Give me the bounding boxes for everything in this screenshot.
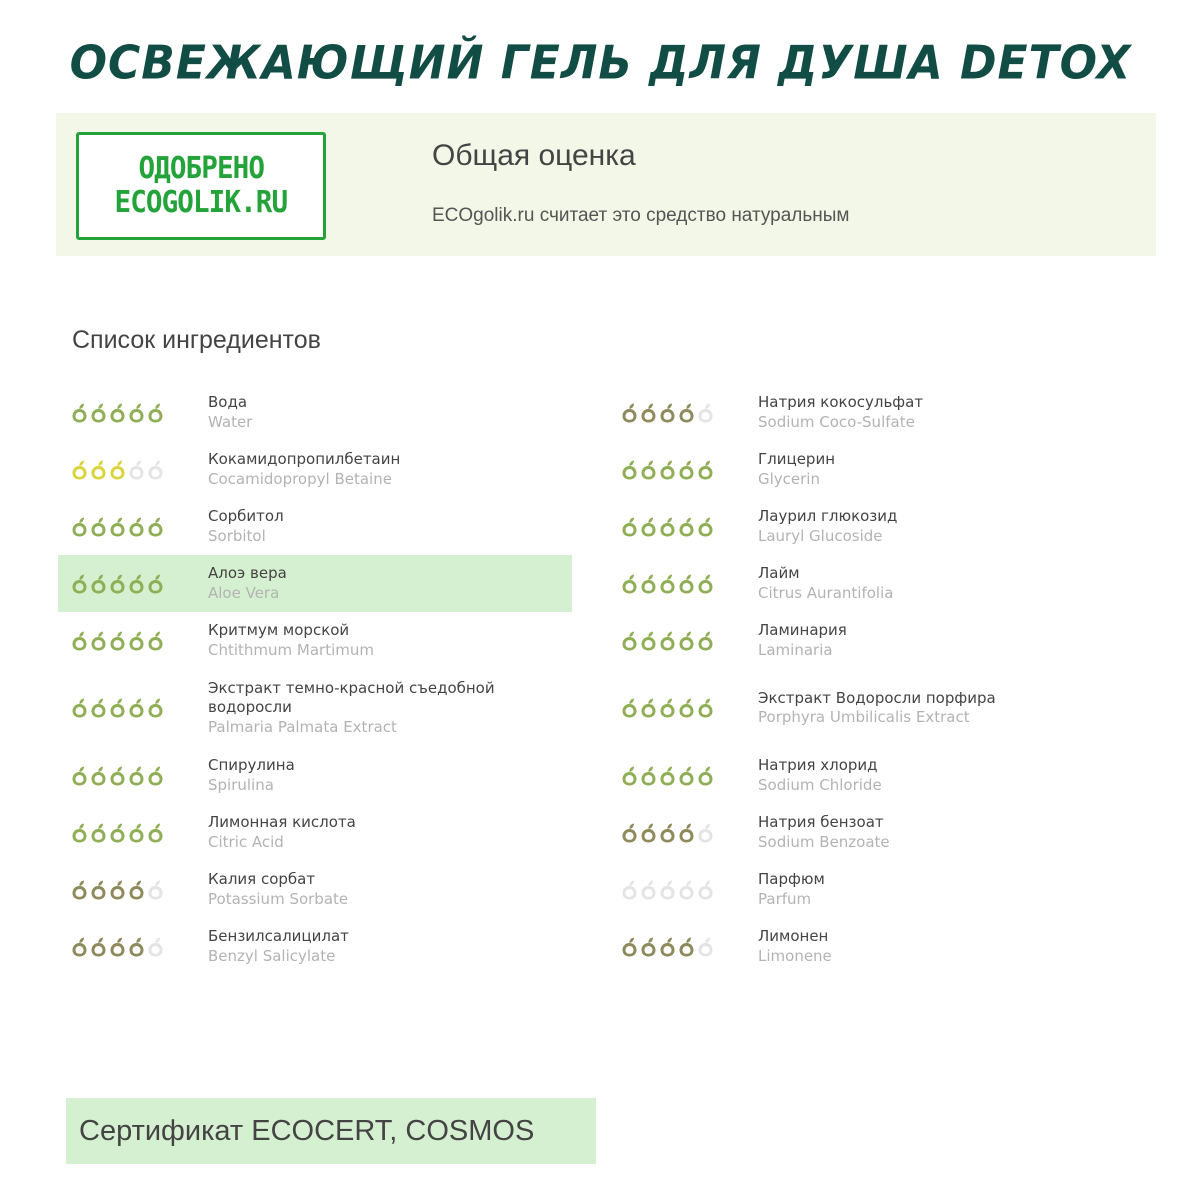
ingredient-row[interactable] bbox=[58, 861, 572, 918]
ingredient-row[interactable] bbox=[608, 612, 1128, 669]
olive-drop-icon bbox=[70, 698, 89, 718]
olive-drop-icon bbox=[127, 574, 146, 594]
ingredient-name-inci: Cocamidopropyl Betaine bbox=[208, 469, 392, 488]
ingredient-name-inci: Palmaria Palmata Extract bbox=[208, 717, 397, 736]
ingredient-rating bbox=[620, 574, 715, 594]
ingredient-names bbox=[208, 813, 356, 852]
olive-drop-icon bbox=[677, 937, 696, 957]
olive-drop-icon bbox=[146, 698, 165, 718]
ingredient-rating bbox=[620, 937, 715, 957]
ingredient-row[interactable] bbox=[608, 384, 1128, 441]
ingredient-row[interactable] bbox=[58, 498, 572, 555]
ingredient-name-ru: Экстракт Водоросли порфира bbox=[758, 688, 996, 707]
olive-drop-icon bbox=[108, 880, 127, 900]
olive-drop-icon bbox=[696, 937, 715, 957]
olive-drop-icon bbox=[89, 698, 108, 718]
ingredient-name-inci: Sodium Coco-Sulfate bbox=[758, 412, 915, 431]
ingredient-row[interactable] bbox=[58, 612, 572, 669]
olive-drop-icon bbox=[620, 460, 639, 480]
ingredient-name-ru: Натрия бензоат bbox=[758, 813, 884, 831]
olive-drop-icon bbox=[146, 823, 165, 843]
olive-drop-icon bbox=[127, 823, 146, 843]
ingredient-row[interactable] bbox=[608, 804, 1128, 861]
ingredient-names bbox=[208, 927, 349, 966]
ingredient-rating bbox=[620, 880, 715, 900]
olive-drop-icon bbox=[620, 823, 639, 843]
ingredient-rating bbox=[70, 631, 165, 651]
ingredient-name-inci: Spirulina bbox=[208, 775, 274, 794]
olive-drop-icon bbox=[127, 460, 146, 480]
ingredient-row[interactable] bbox=[58, 555, 572, 612]
olive-drop-icon bbox=[658, 698, 677, 718]
olive-drop-icon bbox=[696, 766, 715, 786]
olive-drop-icon bbox=[639, 517, 658, 537]
ingredient-name-ru: Лимонен bbox=[758, 927, 829, 945]
ingredient-name-inci: Glycerin bbox=[758, 469, 820, 488]
approved-stamp bbox=[76, 132, 326, 240]
ingredient-name-inci: Sorbitol bbox=[208, 526, 266, 545]
olive-drop-icon bbox=[677, 631, 696, 651]
ingredient-rating bbox=[620, 460, 715, 480]
ingredient-name-ru: Натрия кокосульфат bbox=[758, 393, 924, 411]
ingredient-row[interactable] bbox=[58, 669, 572, 747]
ingredient-name-inci: Laminaria bbox=[758, 640, 833, 659]
ingredient-names bbox=[208, 564, 287, 603]
ingredient-names bbox=[208, 450, 400, 489]
olive-drop-icon bbox=[639, 460, 658, 480]
ingredients-heading: Список ингредиентов bbox=[72, 326, 321, 354]
stamp-line-2: ECOGOLIK.RU bbox=[114, 185, 288, 220]
olive-drop-icon bbox=[639, 574, 658, 594]
olive-drop-icon bbox=[639, 937, 658, 957]
ingredient-rating bbox=[70, 460, 165, 480]
ingredient-rating bbox=[70, 880, 165, 900]
ingredient-name-ru: Экстракт темно-красной съедобной водоросли bbox=[208, 678, 495, 717]
page-title: ОСВЕЖАЮЩИЙ ГЕЛЬ ДЛЯ ДУША DETOX bbox=[69, 36, 1132, 91]
olive-drop-icon bbox=[108, 766, 127, 786]
ingredient-name-ru: Лимонная кислота bbox=[208, 813, 356, 831]
ingredient-names bbox=[758, 507, 897, 546]
olive-drop-icon bbox=[146, 937, 165, 957]
ingredient-name-inci: Water bbox=[208, 412, 253, 431]
olive-drop-icon bbox=[70, 766, 89, 786]
olive-drop-icon bbox=[146, 403, 165, 423]
olive-drop-icon bbox=[658, 766, 677, 786]
olive-drop-icon bbox=[89, 403, 108, 423]
ingredient-names bbox=[208, 393, 252, 432]
olive-drop-icon bbox=[639, 403, 658, 423]
olive-drop-icon bbox=[677, 574, 696, 594]
olive-drop-icon bbox=[70, 823, 89, 843]
olive-drop-icon bbox=[108, 937, 127, 957]
overall-rating-panel bbox=[56, 113, 1156, 256]
olive-drop-icon bbox=[70, 403, 89, 423]
ingredients-column-left bbox=[58, 384, 572, 975]
ingredient-rating bbox=[70, 517, 165, 537]
olive-drop-icon bbox=[620, 880, 639, 900]
ingredient-row[interactable] bbox=[58, 804, 572, 861]
olive-drop-icon bbox=[677, 517, 696, 537]
ingredient-names bbox=[758, 927, 832, 966]
ingredient-name-inci: Sodium Benzoate bbox=[758, 832, 890, 851]
ingredient-name-inci: Sodium Chloride bbox=[758, 775, 882, 794]
olive-drop-icon bbox=[127, 766, 146, 786]
olive-drop-icon bbox=[658, 631, 677, 651]
olive-drop-icon bbox=[620, 631, 639, 651]
olive-drop-icon bbox=[620, 937, 639, 957]
olive-drop-icon bbox=[89, 460, 108, 480]
ingredient-rating bbox=[70, 823, 165, 843]
ingredient-row[interactable] bbox=[608, 555, 1128, 612]
ingredient-name-inci: Citric Acid bbox=[208, 832, 284, 851]
olive-drop-icon bbox=[696, 460, 715, 480]
ingredient-names bbox=[208, 679, 548, 738]
ingredient-rating bbox=[620, 823, 715, 843]
olive-drop-icon bbox=[89, 766, 108, 786]
ingredient-rating bbox=[620, 403, 715, 423]
olive-drop-icon bbox=[127, 937, 146, 957]
rating-verdict: ECOgolik.ru считает это средство натуральным bbox=[432, 205, 850, 226]
ingredient-name-ru: Лайм bbox=[758, 564, 800, 582]
olive-drop-icon bbox=[677, 766, 696, 786]
ingredient-row[interactable] bbox=[58, 384, 572, 441]
ingredient-names bbox=[208, 621, 374, 660]
ingredient-name-inci: Porphyra Umbilicalis Extract bbox=[758, 708, 970, 726]
olive-drop-icon bbox=[89, 823, 108, 843]
ingredient-name-ru: Калия сорбат bbox=[208, 870, 316, 888]
ingredient-name-ru: Натрия хлорид bbox=[758, 756, 878, 774]
ingredients-column-right bbox=[608, 384, 1128, 975]
olive-drop-icon bbox=[70, 631, 89, 651]
olive-drop-icon bbox=[146, 766, 165, 786]
olive-drop-icon bbox=[658, 574, 677, 594]
olive-drop-icon bbox=[677, 698, 696, 718]
ingredient-name-ru: Кокамидопропилбетаин bbox=[208, 450, 401, 468]
ingredient-names bbox=[758, 689, 1098, 728]
ingredient-row[interactable] bbox=[58, 918, 572, 975]
olive-drop-icon bbox=[639, 823, 658, 843]
olive-drop-icon bbox=[620, 403, 639, 423]
ingredient-row[interactable] bbox=[608, 498, 1128, 555]
olive-drop-icon bbox=[639, 698, 658, 718]
olive-drop-icon bbox=[146, 460, 165, 480]
olive-drop-icon bbox=[127, 880, 146, 900]
olive-drop-icon bbox=[70, 574, 89, 594]
olive-drop-icon bbox=[127, 698, 146, 718]
olive-drop-icon bbox=[696, 517, 715, 537]
olive-drop-icon bbox=[70, 937, 89, 957]
olive-drop-icon bbox=[639, 880, 658, 900]
olive-drop-icon bbox=[108, 460, 127, 480]
olive-drop-icon bbox=[620, 766, 639, 786]
olive-drop-icon bbox=[89, 880, 108, 900]
ingredient-row[interactable] bbox=[608, 861, 1128, 918]
ingredient-rating bbox=[70, 937, 165, 957]
olive-drop-icon bbox=[70, 517, 89, 537]
olive-drop-icon bbox=[658, 937, 677, 957]
ingredient-rating bbox=[620, 698, 715, 718]
ingredient-names bbox=[758, 813, 890, 852]
olive-drop-icon bbox=[620, 574, 639, 594]
ingredient-name-ru: Спирулина bbox=[208, 756, 295, 774]
ingredient-name-ru: Ламинария bbox=[758, 621, 847, 639]
ingredient-name-inci: Citrus Aurantifolia bbox=[758, 583, 894, 602]
ingredient-rating bbox=[620, 631, 715, 651]
ingredient-names bbox=[758, 621, 847, 660]
olive-drop-icon bbox=[146, 574, 165, 594]
olive-drop-icon bbox=[108, 823, 127, 843]
olive-drop-icon bbox=[108, 698, 127, 718]
olive-drop-icon bbox=[677, 460, 696, 480]
olive-drop-icon bbox=[127, 517, 146, 537]
ingredient-names bbox=[758, 393, 923, 432]
ingredient-names bbox=[758, 564, 893, 603]
olive-drop-icon bbox=[70, 880, 89, 900]
ingredient-name-ru: Критмум морской bbox=[208, 621, 350, 639]
ingredient-name-inci: Potassium Sorbate bbox=[208, 889, 349, 908]
ingredient-row[interactable] bbox=[608, 669, 1128, 747]
certificate-badge: Сертификат ECOCERT, COSMOS bbox=[66, 1098, 596, 1164]
olive-drop-icon bbox=[89, 631, 108, 651]
stamp-line-1: ОДОБРЕНО bbox=[138, 151, 264, 186]
olive-drop-icon bbox=[108, 574, 127, 594]
olive-drop-icon bbox=[677, 880, 696, 900]
ingredient-name-ru: Сорбитол bbox=[208, 507, 284, 525]
olive-drop-icon bbox=[696, 403, 715, 423]
olive-drop-icon bbox=[639, 766, 658, 786]
olive-drop-icon bbox=[146, 631, 165, 651]
olive-drop-icon bbox=[658, 517, 677, 537]
ingredient-rating bbox=[70, 698, 165, 718]
ingredient-name-ru: Глицерин bbox=[758, 450, 835, 468]
ingredient-name-ru: Алоэ вера bbox=[208, 564, 287, 582]
olive-drop-icon bbox=[89, 937, 108, 957]
ingredient-names bbox=[208, 870, 348, 909]
ingredient-rating bbox=[70, 403, 165, 423]
olive-drop-icon bbox=[639, 631, 658, 651]
olive-drop-icon bbox=[696, 631, 715, 651]
olive-drop-icon bbox=[696, 698, 715, 718]
olive-drop-icon bbox=[108, 517, 127, 537]
ingredient-names bbox=[208, 756, 295, 795]
ingredient-names bbox=[758, 870, 825, 909]
olive-drop-icon bbox=[677, 403, 696, 423]
ingredient-name-ru: Парфюм bbox=[758, 870, 825, 888]
olive-drop-icon bbox=[127, 631, 146, 651]
ingredient-row[interactable] bbox=[58, 441, 572, 498]
ingredient-row[interactable] bbox=[608, 747, 1128, 804]
olive-drop-icon bbox=[89, 517, 108, 537]
ingredient-name-ru: Вода bbox=[208, 393, 248, 411]
ingredient-name-inci: Chtithmum Martimum bbox=[208, 640, 374, 659]
olive-drop-icon bbox=[620, 517, 639, 537]
olive-drop-icon bbox=[658, 880, 677, 900]
olive-drop-icon bbox=[658, 460, 677, 480]
ingredient-names bbox=[208, 507, 284, 546]
olive-drop-icon bbox=[658, 823, 677, 843]
ingredient-names bbox=[758, 756, 882, 795]
olive-drop-icon bbox=[696, 823, 715, 843]
olive-drop-icon bbox=[89, 574, 108, 594]
ingredient-row[interactable] bbox=[608, 918, 1128, 975]
ingredient-rating bbox=[70, 574, 165, 594]
ingredient-name-inci: Aloe Vera bbox=[208, 583, 280, 602]
ingredient-name-inci: Lauryl Glucoside bbox=[758, 526, 883, 545]
olive-drop-icon bbox=[70, 460, 89, 480]
ingredient-names bbox=[758, 450, 835, 489]
olive-drop-icon bbox=[696, 880, 715, 900]
ingredient-rating bbox=[620, 766, 715, 786]
olive-drop-icon bbox=[108, 403, 127, 423]
ingredient-row[interactable] bbox=[608, 441, 1128, 498]
ingredient-rating bbox=[70, 766, 165, 786]
olive-drop-icon bbox=[620, 698, 639, 718]
rating-heading: Общая оценка bbox=[432, 139, 636, 172]
olive-drop-icon bbox=[658, 403, 677, 423]
ingredient-rating bbox=[620, 517, 715, 537]
olive-drop-icon bbox=[108, 631, 127, 651]
ingredient-name-inci: Benzyl Salicylate bbox=[208, 946, 336, 965]
ingredient-row[interactable] bbox=[58, 747, 572, 804]
ingredient-name-ru: Бензилсалицилат bbox=[208, 927, 349, 945]
olive-drop-icon bbox=[146, 517, 165, 537]
olive-drop-icon bbox=[146, 880, 165, 900]
olive-drop-icon bbox=[127, 403, 146, 423]
ingredient-name-ru: Лаурил глюкозид bbox=[758, 507, 898, 525]
ingredient-name-inci: Parfum bbox=[758, 889, 812, 908]
ingredient-name-inci: Limonene bbox=[758, 946, 832, 965]
olive-drop-icon bbox=[677, 823, 696, 843]
olive-drop-icon bbox=[696, 574, 715, 594]
